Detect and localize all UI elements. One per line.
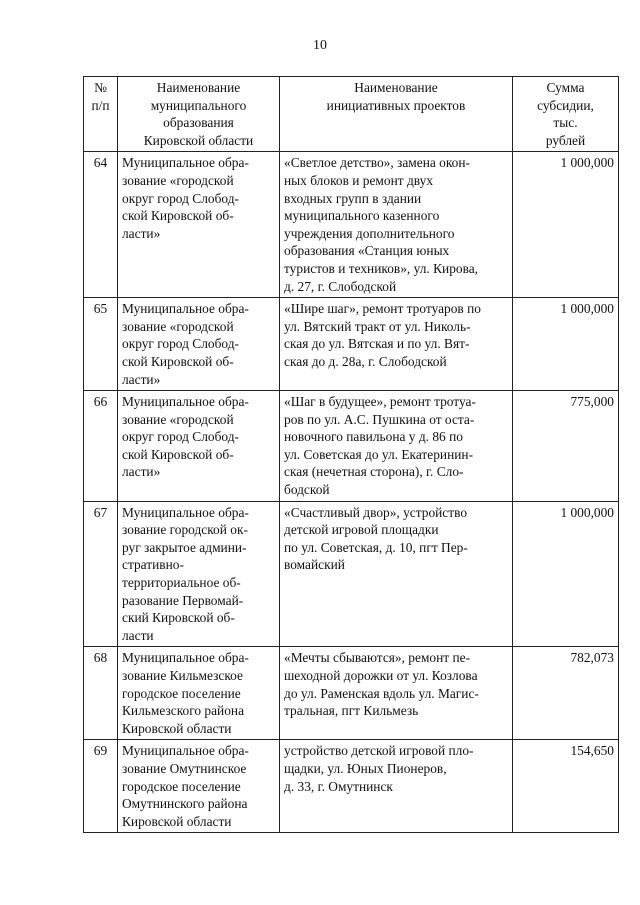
project-line: по ул. Советская, д. 10, пгт Пер- (284, 539, 468, 555)
row-amount: 1 000,000 (513, 501, 619, 647)
municipality-line: зование «городской (122, 172, 234, 188)
project-line: ров по ул. А.С. Пушкина от оста- (284, 411, 475, 427)
municipality-line: Муниципальное обра- (122, 155, 249, 171)
row-number: 65 (84, 298, 118, 391)
row-municipality (118, 298, 280, 391)
municipality-line: ласти (122, 627, 154, 643)
row-project (280, 501, 513, 647)
subsidies-table (83, 76, 619, 833)
project-line: муниципального казенного (284, 208, 440, 224)
municipality-line: Муниципальное обра- (122, 301, 249, 317)
municipality-line: территориальное об- (122, 575, 241, 591)
project-line: ных блоков и ремонт двух (284, 172, 434, 188)
municipality-line: округ город Слобод- (122, 190, 239, 206)
project-line: «Светлое детство», замена окон- (284, 155, 470, 171)
table-row (84, 647, 619, 740)
project-line: шеходной дорожки от ул. Козлова (284, 668, 478, 683)
municipality-line: ласти» (122, 371, 161, 387)
municipality-line: зование «городской (122, 411, 234, 427)
municipality-line: округ город Слобод- (122, 336, 239, 352)
row-project (280, 740, 513, 833)
row-municipality (118, 647, 280, 740)
project-line: вомайский (284, 557, 345, 573)
table-row (84, 501, 619, 647)
row-amount: 154,650 (513, 740, 619, 833)
row-project (280, 152, 513, 298)
row-municipality (118, 152, 280, 298)
municipality-line: стративно- (122, 557, 184, 573)
table-row (84, 740, 619, 833)
row-municipality (118, 740, 280, 833)
header-num-line: п/п (91, 97, 110, 113)
page-number: 10 (313, 38, 327, 53)
row-municipality (118, 391, 280, 502)
row-number: 69 (84, 740, 118, 833)
header-projects (280, 77, 513, 152)
header-municipality-line: образования (163, 115, 234, 131)
project-line: ская до д. 28а, г. Слободской (284, 353, 447, 369)
project-line: щадки, ул. Юных Пионеров, (284, 760, 447, 776)
row-amount: 782,073 (513, 647, 619, 740)
row-amount: 1 000,000 (513, 152, 619, 298)
municipality-line: Муниципальное обра- (122, 743, 249, 759)
row-number: 66 (84, 391, 118, 502)
project-line: учреждения дополнительного (284, 225, 455, 241)
header-municipality (118, 77, 280, 152)
municipality-line: зование Кильмезское (122, 668, 243, 683)
municipality-line: ской Кировской об- (122, 446, 234, 462)
header-municipality-line: Кировской области (143, 132, 254, 148)
project-line: детской игровой площадки (284, 522, 439, 538)
row-number: 67 (84, 501, 118, 647)
project-line: «Мечты сбываются», ремонт пе- (284, 650, 471, 666)
header-projects-line: Наименование (354, 80, 438, 95)
row-municipality (118, 501, 280, 647)
header-amount (513, 77, 619, 152)
municipality-line: зование городской ок- (122, 522, 248, 538)
project-line: ул. Советская до ул. Екатеринин- (284, 446, 474, 462)
municipality-line: зование Омутнинское (122, 760, 247, 776)
municipality-line: ской Кировской об- (122, 208, 234, 224)
header-amount-line: субсидии, (537, 97, 594, 113)
municipality-line: Кильмезского района (122, 703, 245, 719)
project-line: новочного павильона у д. 86 по (284, 429, 463, 445)
project-line: ская (нечетная сторона), г. Сло- (284, 464, 464, 480)
project-line: входных групп в здании (284, 190, 422, 206)
municipality-line: Муниципальное обра- (122, 650, 249, 666)
project-line: образования «Станция юных (284, 243, 450, 259)
header-municipality-line: Наименование (156, 80, 241, 95)
municipality-line: ской Кировской об- (122, 353, 234, 369)
municipality-line: ласти» (122, 464, 161, 480)
project-line: бодской (284, 482, 330, 498)
row-project (280, 647, 513, 740)
municipality-line: Муниципальное обра- (122, 394, 249, 410)
municipality-line: ласти» (122, 225, 161, 241)
header-municipality-line: муниципального (150, 97, 247, 113)
municipality-line: округ город Слобод- (122, 429, 239, 445)
row-amount: 775,000 (513, 391, 619, 502)
table-row (84, 152, 619, 298)
table-row (84, 298, 619, 391)
row-number: 64 (84, 152, 118, 298)
municipality-line: зование «городской (122, 318, 234, 334)
row-project (280, 298, 513, 391)
header-amount-line: тыс. (553, 115, 578, 131)
header-amount-line: Сумма (546, 80, 585, 95)
header-num-line: № (94, 80, 107, 95)
table-row (84, 391, 619, 502)
header-num (84, 77, 118, 152)
municipality-line: Омутнинского района (122, 796, 248, 812)
project-line: д. 27, г. Слободской (284, 278, 397, 294)
municipality-line: ский Кировской об- (122, 610, 235, 626)
project-line: до ул. Раменская вдоль ул. Магис- (284, 685, 479, 701)
project-line: «Шаг в будущее», ремонт тротуа- (284, 394, 476, 410)
municipality-line: городское поселение (122, 778, 241, 794)
table-header-row (84, 77, 619, 152)
project-line: «Шире шаг», ремонт тротуаров по (284, 301, 481, 317)
project-line: тральная, пгт Кильмезь (284, 703, 419, 719)
row-amount: 1 000,000 (513, 298, 619, 391)
project-line: д. 33, г. Омутнинск (284, 778, 393, 794)
municipality-line: руг закрытое админи- (122, 539, 247, 555)
project-line: ул. Вятский тракт от ул. Николь- (284, 318, 471, 334)
row-project (280, 391, 513, 502)
header-projects-line: инициативных проектов (326, 97, 466, 113)
row-number: 68 (84, 647, 118, 740)
municipality-line: Кировской области (122, 813, 232, 829)
municipality-line: Кировской области (122, 720, 232, 736)
project-line: «Счастливый двор», устройство (284, 504, 468, 520)
header-amount-line: рублей (545, 132, 586, 148)
project-line: туристов и техников», ул. Кирова, (284, 260, 479, 276)
project-line: устройство детской игровой пло- (284, 743, 474, 759)
municipality-line: Муниципальное обра- (122, 504, 249, 520)
municipality-line: городское поселение (122, 685, 241, 701)
project-line: ская до ул. Вятская и по ул. Вят- (284, 336, 470, 352)
municipality-line: разование Первомай- (122, 592, 244, 608)
